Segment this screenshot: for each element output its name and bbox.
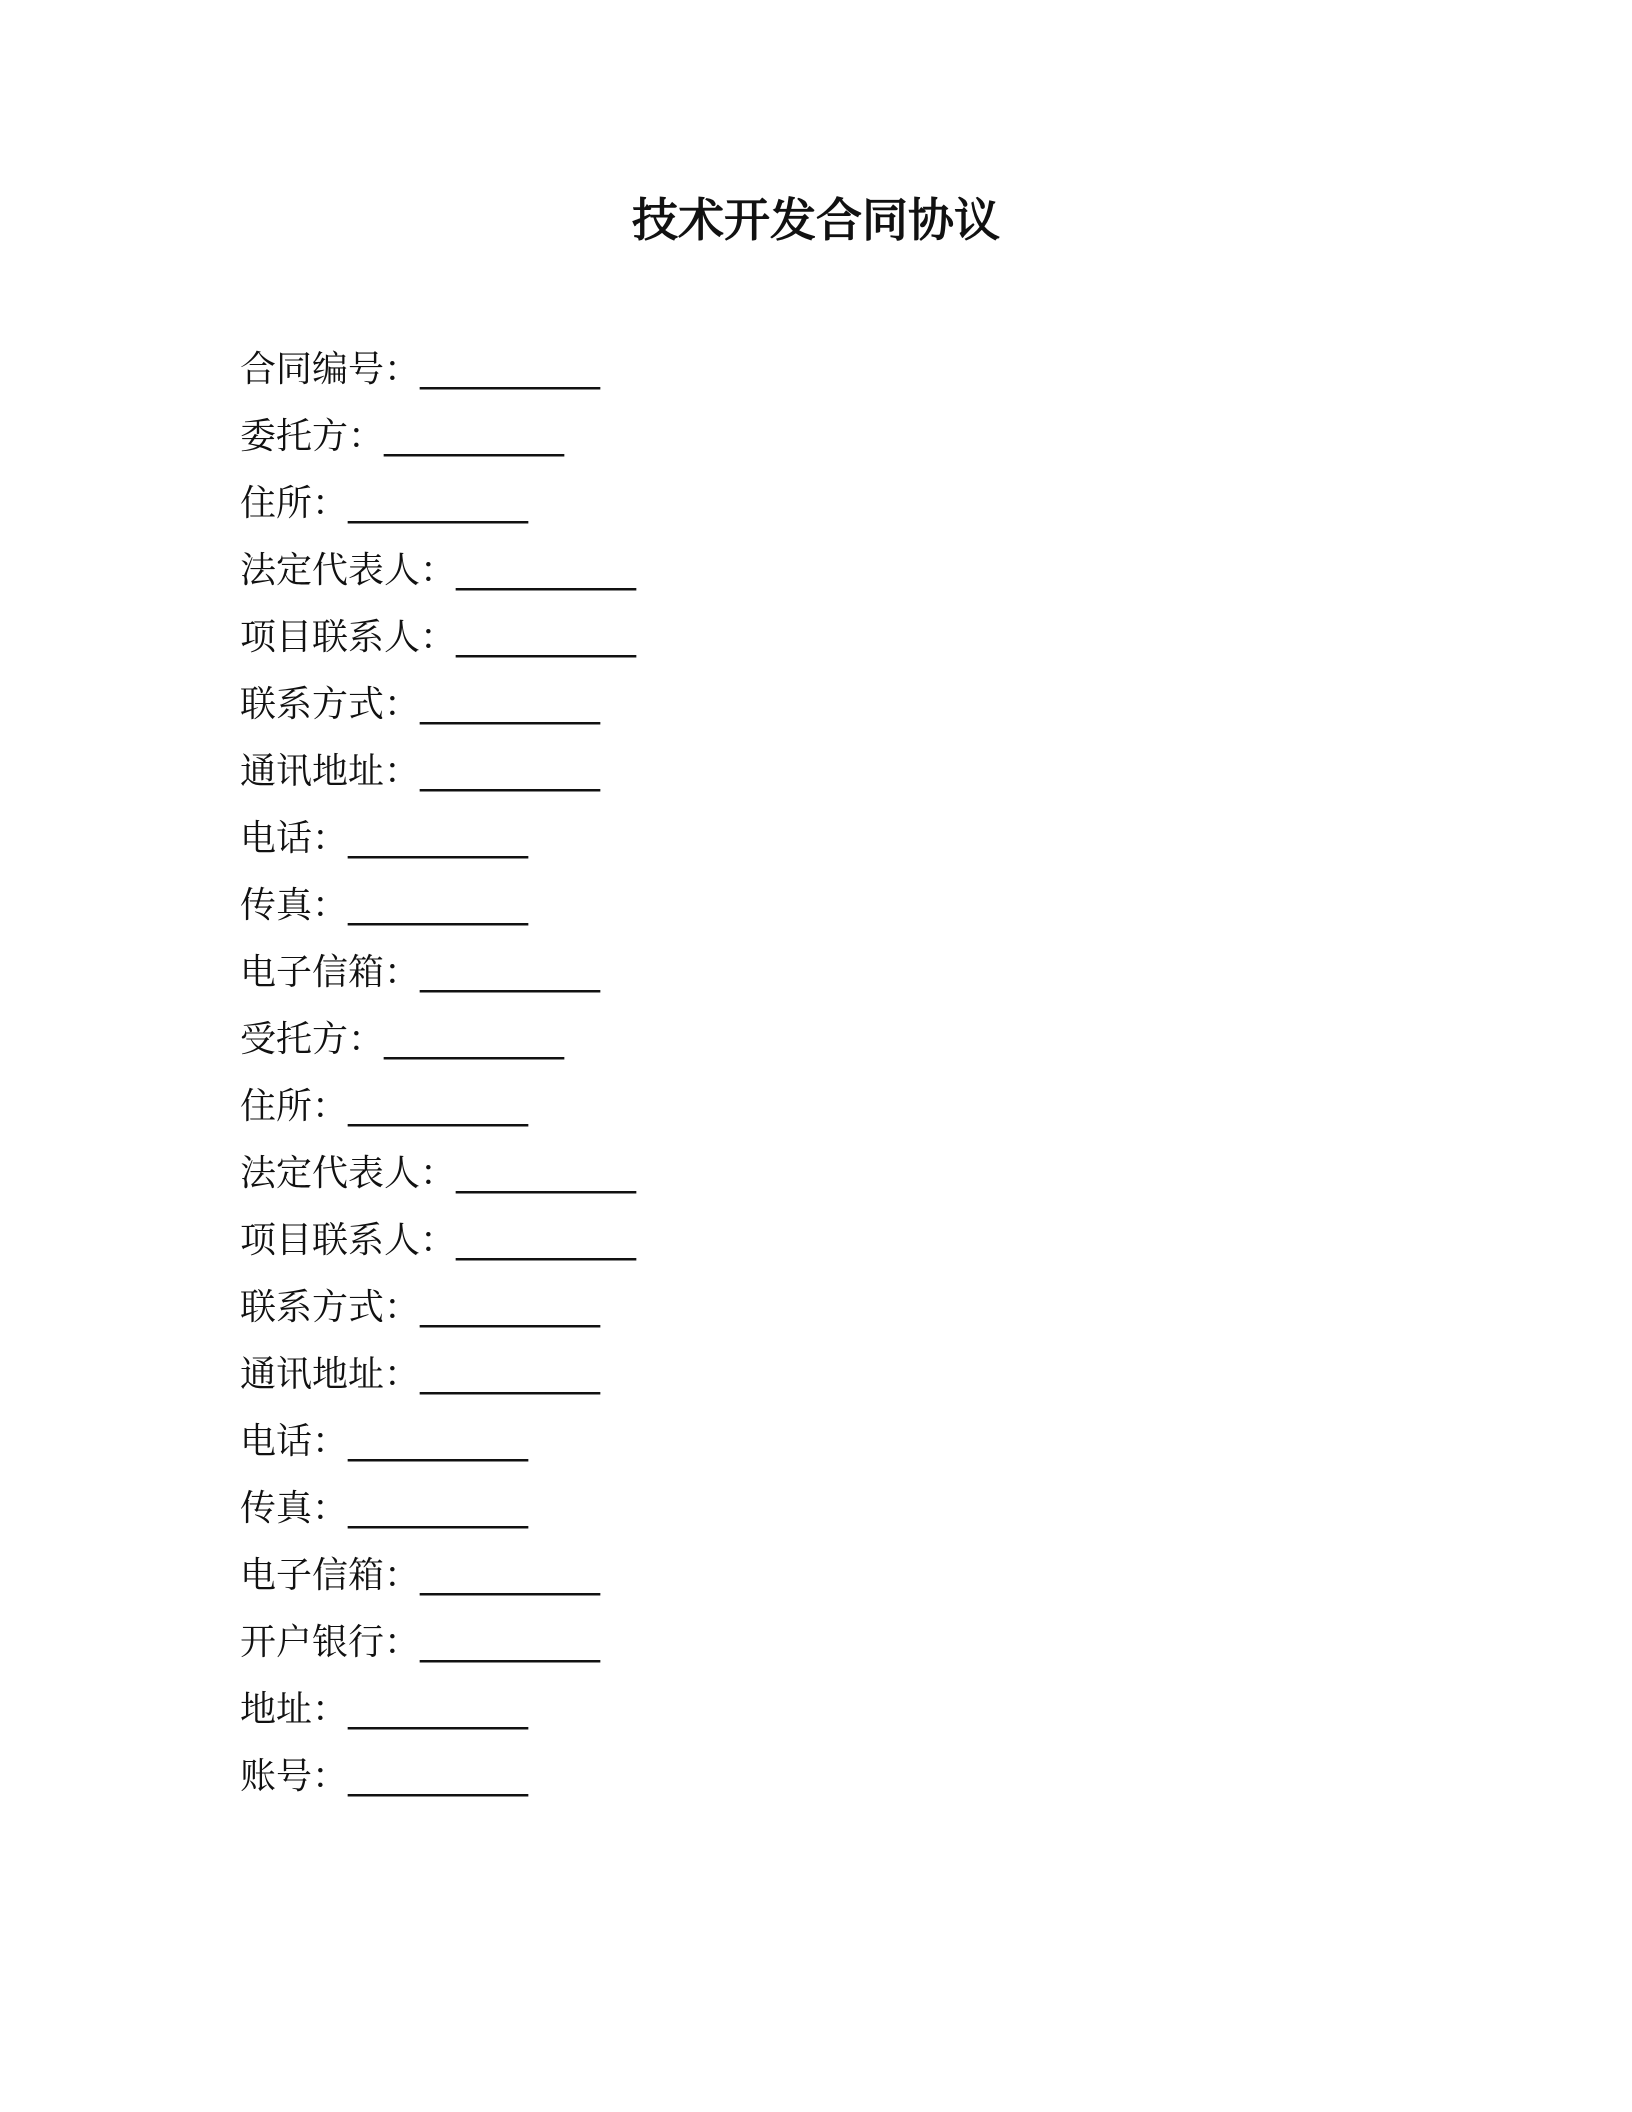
field-label: 电话	[240, 1421, 313, 1462]
form-field-row	[240, 1546, 1340, 1613]
field-label: 联系方式	[240, 684, 385, 725]
field-label: 电子信箱	[240, 952, 385, 993]
field-label: 地址	[240, 1689, 313, 1730]
form-field-row	[240, 1412, 1340, 1479]
field-separator: ：	[384, 1555, 421, 1596]
field-label: 法定代表人	[240, 1153, 421, 1194]
form-field-row	[240, 1077, 1340, 1144]
form-field-row	[240, 742, 1340, 809]
field-blank-line: __________	[348, 1086, 529, 1127]
field-label: 电子信箱	[240, 1555, 385, 1596]
form-field-row	[240, 340, 1340, 407]
field-blank-line: __________	[456, 617, 637, 658]
field-blank-line: __________	[420, 1622, 601, 1663]
field-separator: ：	[384, 1354, 421, 1395]
field-blank-line: __________	[420, 684, 601, 725]
form-field-row	[240, 541, 1340, 608]
field-label: 通讯地址	[240, 751, 385, 792]
field-separator: ：	[312, 1756, 349, 1797]
field-separator: ：	[348, 1019, 385, 1060]
form-field-row	[240, 1010, 1340, 1077]
form-field-row	[240, 407, 1340, 474]
field-label: 法定代表人	[240, 550, 421, 591]
form-field-row	[240, 1345, 1340, 1412]
field-blank-line: __________	[348, 1756, 529, 1797]
field-blank-line: __________	[348, 1421, 529, 1462]
field-label: 项目联系人	[240, 617, 421, 658]
field-label: 通讯地址	[240, 1354, 385, 1395]
field-blank-line: __________	[348, 483, 529, 524]
field-label: 电话	[240, 818, 313, 859]
field-separator: ：	[384, 684, 421, 725]
field-blank-line: __________	[420, 952, 601, 993]
field-blank-line: __________	[420, 349, 601, 390]
field-separator: ：	[312, 818, 349, 859]
form-field-row	[240, 608, 1340, 675]
field-label: 联系方式	[240, 1287, 385, 1328]
field-separator: ：	[384, 1622, 421, 1663]
form-field-row	[240, 675, 1340, 742]
form-field-row	[240, 1211, 1340, 1278]
field-label: 住所	[240, 483, 313, 524]
field-label: 受托方	[240, 1019, 349, 1060]
field-label: 传真	[240, 885, 313, 926]
field-blank-line: __________	[384, 1019, 565, 1060]
field-blank-line: __________	[456, 1220, 637, 1261]
field-separator: ：	[420, 1220, 457, 1261]
field-blank-line: __________	[420, 1354, 601, 1395]
field-separator: ：	[312, 1488, 349, 1529]
field-label: 账号	[240, 1756, 313, 1797]
field-blank-line: __________	[420, 1555, 601, 1596]
document-title: 技术开发合同协议	[632, 193, 1000, 247]
field-separator: ：	[384, 1287, 421, 1328]
field-separator: ：	[312, 885, 349, 926]
field-blank-line: __________	[348, 885, 529, 926]
field-blank-line: __________	[348, 1689, 529, 1730]
field-separator: ：	[384, 751, 421, 792]
field-label: 传真	[240, 1488, 313, 1529]
form-field-row	[240, 1278, 1340, 1345]
field-separator: ：	[384, 349, 421, 390]
field-separator: ：	[312, 483, 349, 524]
form-field-row	[240, 1144, 1340, 1211]
field-blank-line: __________	[420, 1287, 601, 1328]
field-blank-line: __________	[456, 1153, 637, 1194]
form-field-row	[240, 1747, 1340, 1814]
contract-field-list	[240, 340, 1340, 1814]
field-separator: ：	[384, 952, 421, 993]
form-field-row	[240, 943, 1340, 1010]
form-field-row	[240, 474, 1340, 541]
field-separator: ：	[420, 1153, 457, 1194]
field-label: 合同编号	[240, 349, 385, 390]
field-blank-line: __________	[420, 751, 601, 792]
field-label: 开户银行	[240, 1622, 385, 1663]
field-separator: ：	[312, 1086, 349, 1127]
form-field-row	[240, 1613, 1340, 1680]
field-label: 委托方	[240, 416, 349, 457]
form-field-row	[240, 876, 1340, 943]
form-field-row	[240, 1479, 1340, 1546]
field-blank-line: __________	[348, 1488, 529, 1529]
form-field-row	[240, 809, 1340, 876]
field-blank-line: __________	[384, 416, 565, 457]
field-blank-line: __________	[456, 550, 637, 591]
field-label: 项目联系人	[240, 1220, 421, 1261]
field-separator: ：	[420, 550, 457, 591]
field-separator: ：	[348, 416, 385, 457]
field-separator: ：	[312, 1689, 349, 1730]
field-blank-line: __________	[348, 818, 529, 859]
form-field-row	[240, 1680, 1340, 1747]
field-separator: ：	[312, 1421, 349, 1462]
field-separator: ：	[420, 617, 457, 658]
field-label: 住所	[240, 1086, 313, 1127]
